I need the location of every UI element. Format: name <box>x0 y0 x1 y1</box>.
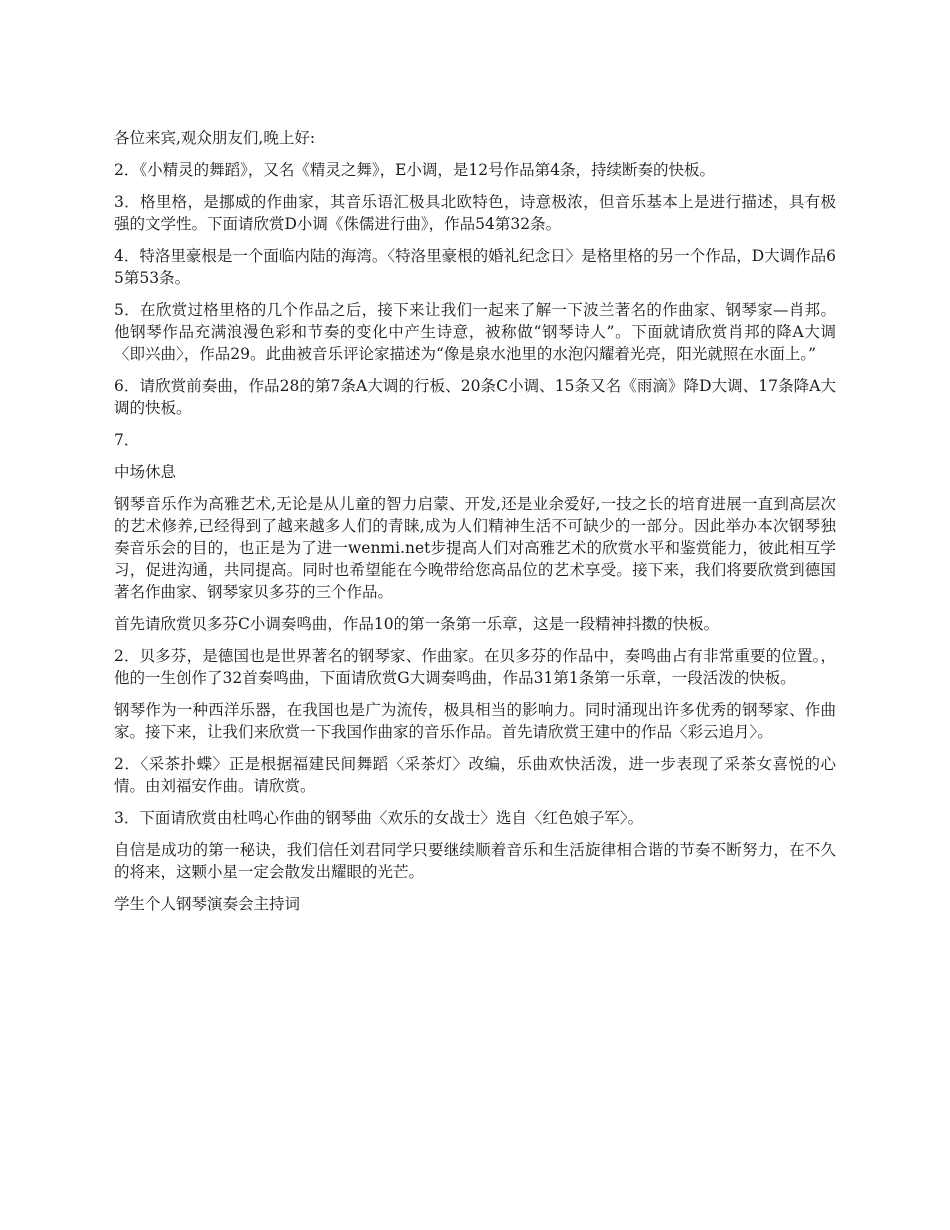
paragraph-title: 学生个人钢琴演奏会主持词 <box>114 895 301 913</box>
paragraph-item-4: 4．特洛里豪根是一个面临内陆的海湾。〈特洛里豪根的婚礼纪念日〉是格里格的另一个作品，D大调作品65第53条。 <box>114 247 836 287</box>
paragraph-intermission: 中场休息 <box>114 463 177 481</box>
paragraph-item-5: 5．在欣赏过格里格的几个作品之后，接下来让我们一起来了解一下波兰著名的作曲家、钢琴家—肖邦。他钢琴作品充满浪漫色彩和节奏的变化中产生诗意，被称做“钢琴诗人”。下面就请欣赏肖邦的降A大调〈即兴曲〉，作品29。此曲被音乐评论家描述为“像是泉水池里的水泡闪耀着光亮，阳光就照在水面上。” <box>114 301 836 363</box>
paragraph-tea-picking: 2．〈采茶扑蝶〉正是根据福建民间舞蹈〈采茶灯〉改编，乐曲欢快活泼，进一步表现了采茶女喜悦的心情。由刘福安作曲。请欣赏。 <box>114 755 836 795</box>
paragraph-item-6: 6．请欣赏前奏曲，作品28的第7条A大调的行板、20条C小调、15条又名《雨滴》降D大调、17条降A大调的快板。 <box>114 377 836 417</box>
paragraph-female-soldier: 3．下面请欣赏由杜鸣心作曲的钢琴曲〈欢乐的女战士〉选自〈红色娘子军〉。 <box>114 809 644 827</box>
paragraph-beethoven-2: 2．贝多芬，是德国也是世界著名的钢琴家、作曲家。在贝多芬的作品中，奏鸣曲占有非常重要的位置。，他的一生创作了32首奏鸣曲，下面请欣赏G大调奏鸣曲，作品31第1条第一乐章，一段活泼的快板。 <box>114 647 836 687</box>
paragraph-greeting: 各位来宾,观众朋友们,晚上好: <box>114 129 316 147</box>
paragraph-item-3: 3．格里格，是挪威的作曲家，其音乐语汇极具北欧特色，诗意极浓，但音乐基本上是进行描述，具有极强的文学性。下面请欣赏D小调《侏儒进行曲》，作品54第32条。 <box>114 193 836 233</box>
paragraph-beethoven-1: 首先请欣赏贝多芬C小调奏鸣曲，作品10的第一条第一乐章，这是一段精神抖擞的快板。 <box>114 615 720 633</box>
paragraph-item-7: 7． <box>114 431 140 449</box>
document-page <box>114 127 836 925</box>
paragraph-closing: 自信是成功的第一秘诀，我们信任刘君同学只要继续顺着音乐和生活旋律相合谐的节奏不断努力，在不久的将来，这颗小星一定会散发出耀眼的光芒。 <box>114 841 836 881</box>
paragraph-item-2: 2．《小精灵的舞蹈》，又名《精灵之舞》，E小调，是12号作品第4条，持续断奏的快板。 <box>114 161 716 179</box>
paragraph-piano-intro: 钢琴音乐作为高雅艺术,无论是从儿童的智力启蒙、开发,还是业余爱好,一技之长的培育进展一直到高层次的艺术修养,已经得到了越来越多人们的青睐,成为人们精神生活不可缺少的一部分。因此举办本次钢琴独奏音乐会的目的，也正是为了进一wenmi.net步提高人们对高雅艺术的欣赏水平和鉴赏能力，彼此相互学习，促进沟通，共同提高。同时也希望能在今晚带给您高品位的艺术享受。接下来，我们将要欣赏到德国著名作曲家、钢琴家贝多芬的三个作品。 <box>114 495 836 601</box>
paragraph-chinese-composers: 钢琴作为一种西洋乐器，在我国也是广为流传，极具相当的影响力。同时涌现出许多优秀的钢琴家、作曲家。接下来，让我们来欣赏一下我国作曲家的音乐作品。首先请欣赏王建中的作品〈彩云追月〉。 <box>114 701 836 741</box>
